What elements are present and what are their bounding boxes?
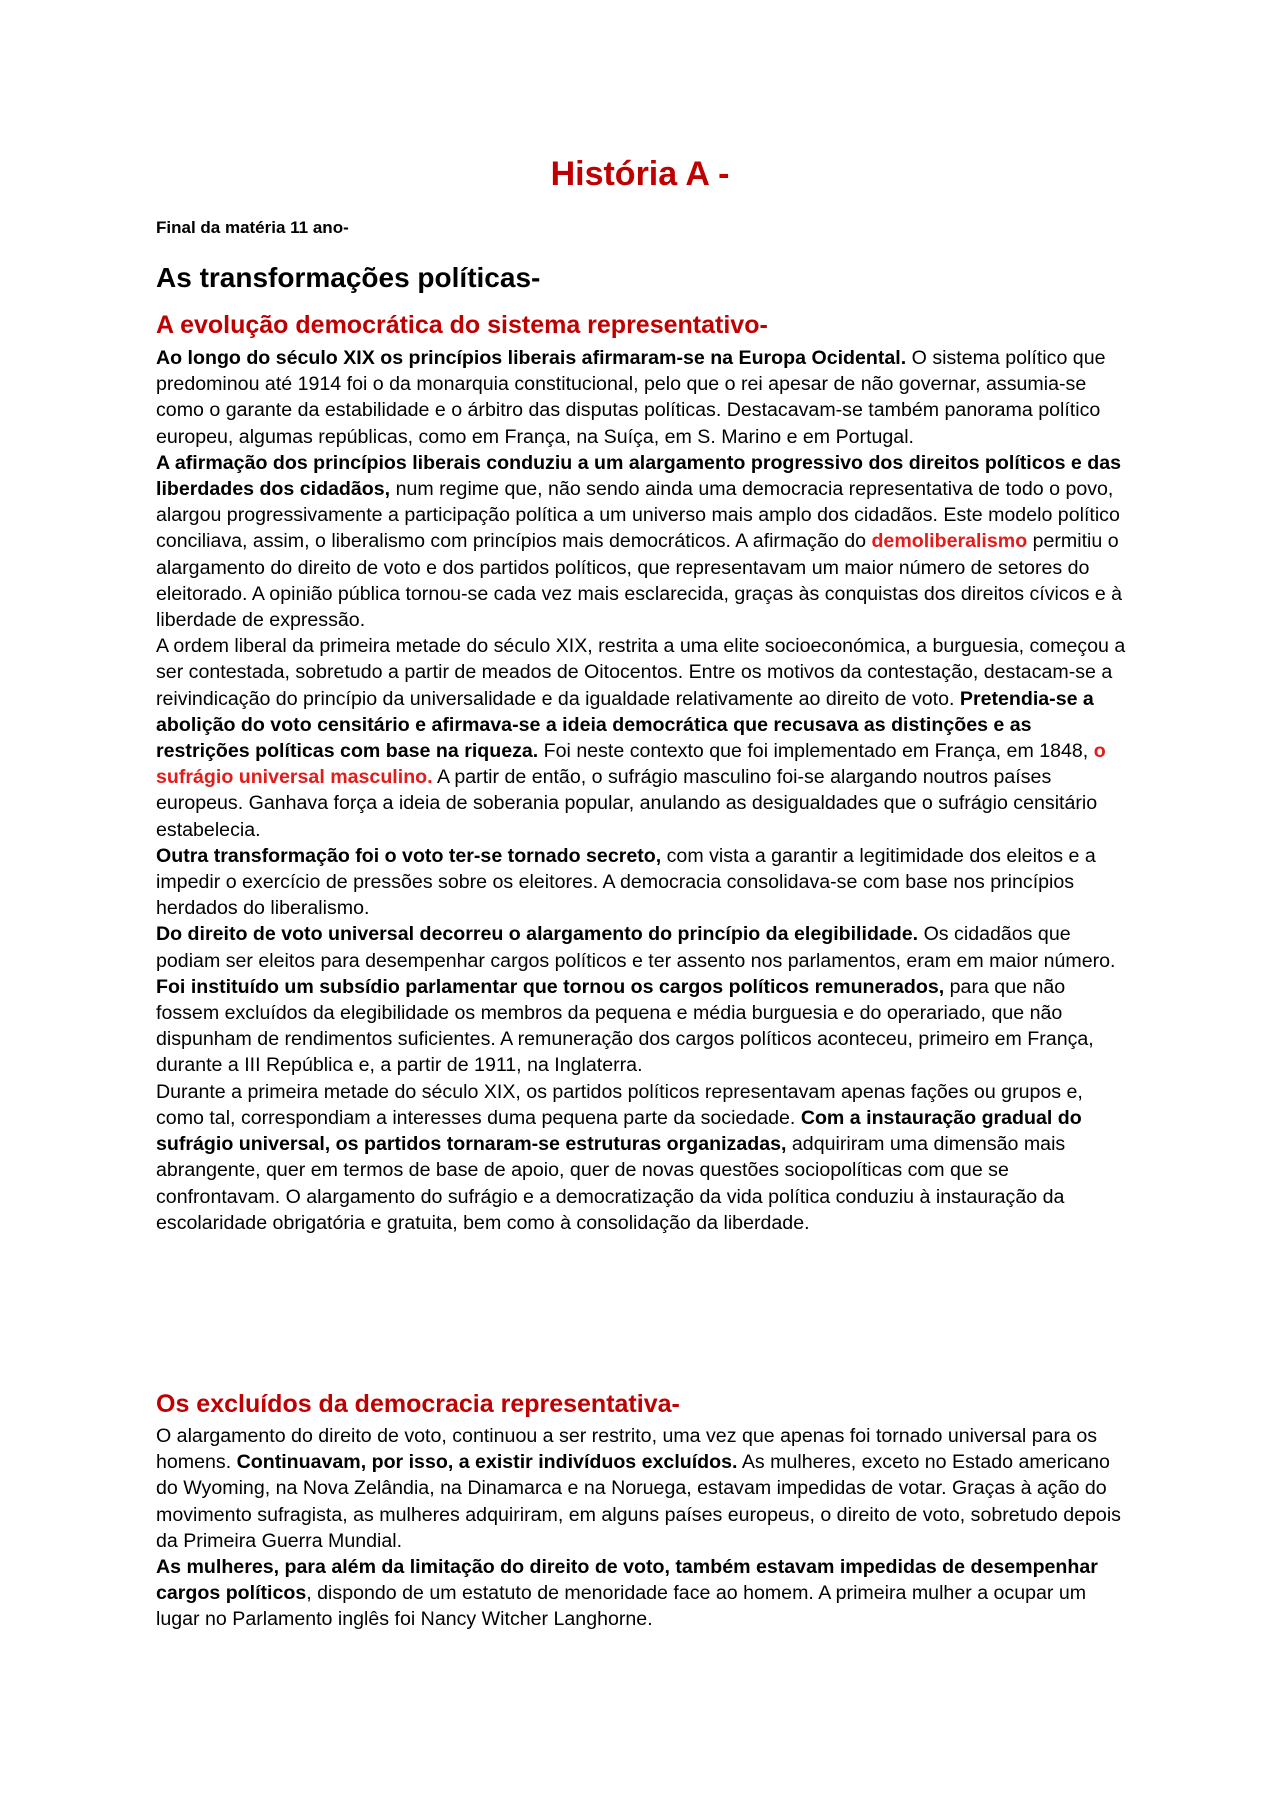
paragraph [156, 921, 1126, 1078]
highlight-term: o sufrágio universal masculino. [156, 740, 1106, 789]
section-evolution-body [156, 345, 1126, 1236]
paragraph [156, 450, 1126, 633]
paragraph [156, 843, 1126, 922]
text: permitiu o alargamento do direito de voto e dos partidos políticos, que representavam um maior número de setores do eleitorado. A opinião pública tornou-se cada vez mais esclarecida, graças às conquistas dos direitos cívicos e à liberdade de expressão. [156, 530, 1123, 632]
paragraph [156, 1554, 1126, 1633]
text: A ordem liberal da primeira metade do século XIX, restrita a uma elite socioeconómica, a burguesia, começou a ser contestada, sobretudo a partir de meados de Oitocentos. Entre os motivos da contestação, destacam-se a reivindicação do princípio da universalidade e da igualdade relativamente ao direito de voto. [156, 635, 1126, 710]
bold-text: As mulheres, para além da limitação do direito de voto, também estavam impedidas de desempenhar cargos políticos [156, 1556, 1098, 1605]
bold-text: Do direito de voto universal decorreu o alargamento do princípio da elegibilidade. [156, 923, 919, 946]
section-excluded-body [156, 1423, 1126, 1633]
bold-text: Com a instauração gradual do sufrágio universal, os partidos tornaram-se estruturas organizadas, [156, 1106, 1082, 1156]
page-title: História A - [550, 155, 730, 193]
bold-text: A afirmação dos princípios liberais conduziu a um alargamento progressivo dos direitos políticos e das liberdades dos cidadãos, [156, 451, 1122, 501]
text: adquiriram uma dimensão mais abrangente, quer em termos de base de apoio, quer de novas questões sociopolíticas com que se confrontavam. O alargamento do sufrágio e a democratização da vida política conduziu à instauração da escolaridade obrigatória e gratuita, bem como à consolidação da liberdade. [156, 1133, 1066, 1234]
text: com vista a garantir a legitimidade dos eleitos e a impedir o exercício de pressões sobre os eleitores. A democracia consolidava-se com base nos princípios herdados do liberalismo. [156, 844, 1096, 920]
text: para que não fossem excluídos da elegibilidade os membros da pequena e média burguesia e do operariado, que não dispunham de rendimentos suficientes. A remuneração dos cargos políticos aconteceu, primeiro em França, durante a III República e, a partir de 1911, na Inglaterra. [156, 975, 1094, 1077]
subtitle: Final da matéria 11 ano- [156, 218, 349, 237]
main-heading: As transformações políticas- [156, 262, 541, 293]
paragraph [156, 633, 1126, 843]
paragraph [156, 1079, 1126, 1236]
paragraph [156, 345, 1126, 450]
paragraph [156, 1423, 1126, 1554]
bold-text: Outra transformação foi o voto ter-se tornado secreto, [156, 844, 662, 867]
text: Os cidadãos que podiam ser eleitos para desempenhar cargos políticos e ter assento nos parlamentos, eram em maior número. [156, 923, 1116, 972]
text: O sistema político que predominou até 1914 foi o da monarquia constitucional, pelo que o rei apesar de não governar, assumia-se como o garante da estabilidade e o árbitro das disputas políticas. Destacavam-se também panorama político europeu, algumas repúblicas, como em França, na Suíça, em S. Marino e em Portugal. [156, 347, 1106, 448]
section-heading-evolution: A evolução democrática do sistema representativo- [156, 311, 768, 339]
text: , dispondo de um estatuto de menoridade face ao homem. A primeira mulher a ocupar um lugar no Parlamento inglês foi Nancy Witcher Langhorne. [156, 1582, 1087, 1631]
bold-text: Foi instituído um subsídio parlamentar que tornou os cargos políticos remunerados, [156, 975, 945, 998]
text: Foi neste contexto que foi implementado em França, em 1848, [538, 740, 1094, 763]
text: O alargamento do direito de voto, continuou a ser restrito, uma vez que apenas foi tornado universal para os homens. [156, 1425, 1098, 1474]
text: Durante a primeira metade do século XIX, os partidos políticos representavam apenas fações ou grupos e, como tal, correspondiam a interesses duma pequena parte da sociedade. [156, 1080, 1083, 1129]
bold-text: Pretendia-se a abolição do voto censitário e afirmava-se a ideia democrática que recusava as distinções e as restrições políticas com base na riqueza. [156, 687, 1094, 763]
text: num regime que, não sendo ainda uma democracia representativa de todo o povo, alargou progressivamente a participação política a um universo mais amplo dos cidadãos. Este modelo político conciliava, assim, o liberalismo com princípios mais democráticos. A afirmação do [156, 478, 1120, 553]
highlight-term: demoliberalismo [871, 530, 1028, 553]
section-heading-excluded: Os excluídos da democracia representativa- [156, 1390, 680, 1418]
text: A partir de então, o sufrágio masculino foi-se alargando noutros países europeus. Ganhava força a ideia de soberania popular, anulando as desigualdades que o sufrágio censitário estabelecia. [156, 766, 1098, 841]
bold-text: Continuavam, por isso, a existir indivíduos excluídos. [236, 1451, 738, 1474]
text: As mulheres, exceto no Estado americano do Wyoming, na Nova Zelândia, na Dinamarca e na Noruega, estavam impedidas de votar. Graças à ação do movimento sufragista, as mulheres adquiriram, em alguns países europeus, o direito de voto, sobretudo depois da Primeira Guerra Mundial. [156, 1451, 1121, 1552]
bold-text: Ao longo do século XIX os princípios liberais afirmaram-se na Europa Ocidental. [156, 347, 907, 369]
